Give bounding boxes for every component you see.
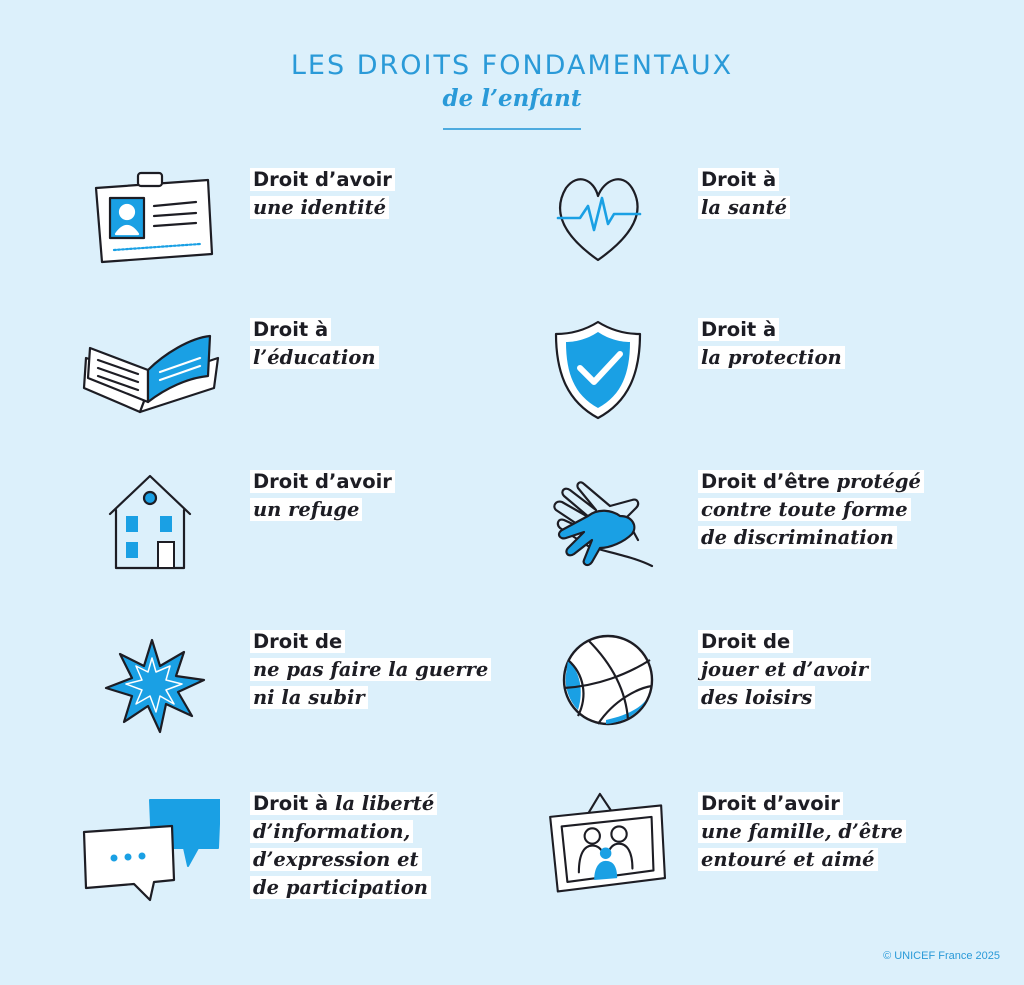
label-part-italic: la liberté: [334, 792, 435, 815]
speech-bubbles-icon: [80, 796, 220, 906]
right-text: [250, 630, 570, 714]
id-card-icon: [80, 168, 220, 278]
right-label-line-1: Droit d’avoir: [250, 470, 395, 493]
right-label-line-2: l’éducation: [250, 346, 379, 369]
right-label-line-2: jouer et d’avoir: [698, 658, 871, 681]
right-label-line-1: Droit à: [250, 318, 331, 341]
right-label-line-3: ni la subir: [250, 686, 368, 709]
right-family: [528, 792, 1008, 932]
right-text: [250, 470, 570, 526]
right-label-line-3: de discrimination: [698, 526, 897, 549]
right-text: [250, 168, 570, 224]
right-text: [698, 318, 1018, 374]
right-label-line-2: une identité: [250, 196, 389, 219]
right-play: [528, 630, 1008, 750]
right-war: [80, 630, 560, 750]
label-part-bold: Droit d’être: [701, 470, 837, 493]
right-label-line-1: Droit de: [698, 630, 793, 653]
open-book-icon: [80, 318, 220, 428]
right-label-line-3: entouré et aimé: [698, 848, 878, 871]
right-education: [80, 318, 560, 438]
right-text: [698, 792, 1018, 876]
house-icon: [80, 470, 220, 580]
right-text: [698, 470, 1018, 554]
right-label-line-2: la santé: [698, 196, 790, 219]
header: [0, 50, 1024, 130]
right-label-line-2: la protection: [698, 346, 845, 369]
copyright-footer: © UNICEF France 2025: [883, 950, 1000, 962]
right-label-line-1: [250, 792, 437, 815]
right-identity: [80, 168, 560, 288]
right-expression: [80, 792, 560, 932]
label-part-bold: Droit à: [253, 792, 335, 815]
right-label-line-1: Droit d’avoir: [250, 168, 395, 191]
right-protection: [528, 318, 1008, 438]
right-label-line-2: une famille, d’être: [698, 820, 906, 843]
right-label-line-1: Droit d’avoir: [698, 792, 843, 815]
right-label-line-1: Droit de: [250, 630, 345, 653]
right-label-line-1: Droit à: [698, 168, 779, 191]
right-health: [528, 168, 1008, 288]
right-text: [698, 168, 1018, 224]
right-label-line-4: de participation: [250, 876, 431, 899]
family-frame-icon: [528, 792, 668, 902]
page-subtitle: de l’enfant: [442, 85, 582, 112]
right-nondiscrimination: [528, 470, 1008, 590]
right-label-line-1: Droit à: [698, 318, 779, 341]
right-label-line-2: d’information,: [250, 820, 413, 843]
right-shelter: [80, 470, 560, 590]
right-label-line-3: d’expression et: [250, 848, 422, 871]
right-label-line-1: [698, 470, 924, 493]
right-label-line-2: un refuge: [250, 498, 362, 521]
explosion-icon: [80, 630, 220, 740]
page-title: LES DROITS FONDAMENTAUX: [290, 50, 734, 81]
shield-check-icon: [528, 318, 668, 428]
right-label-line-2: contre toute forme: [698, 498, 911, 521]
label-part-italic: protégé: [836, 470, 921, 493]
heart-pulse-icon: [528, 168, 668, 278]
right-label-line-3: des loisirs: [698, 686, 815, 709]
right-text: [698, 630, 1018, 714]
hands-icon: [528, 470, 668, 580]
right-text: [250, 792, 570, 904]
ball-icon: [528, 630, 668, 740]
right-label-line-2: ne pas faire la guerre: [250, 658, 491, 681]
title-divider: [443, 128, 581, 130]
right-text: [250, 318, 570, 374]
